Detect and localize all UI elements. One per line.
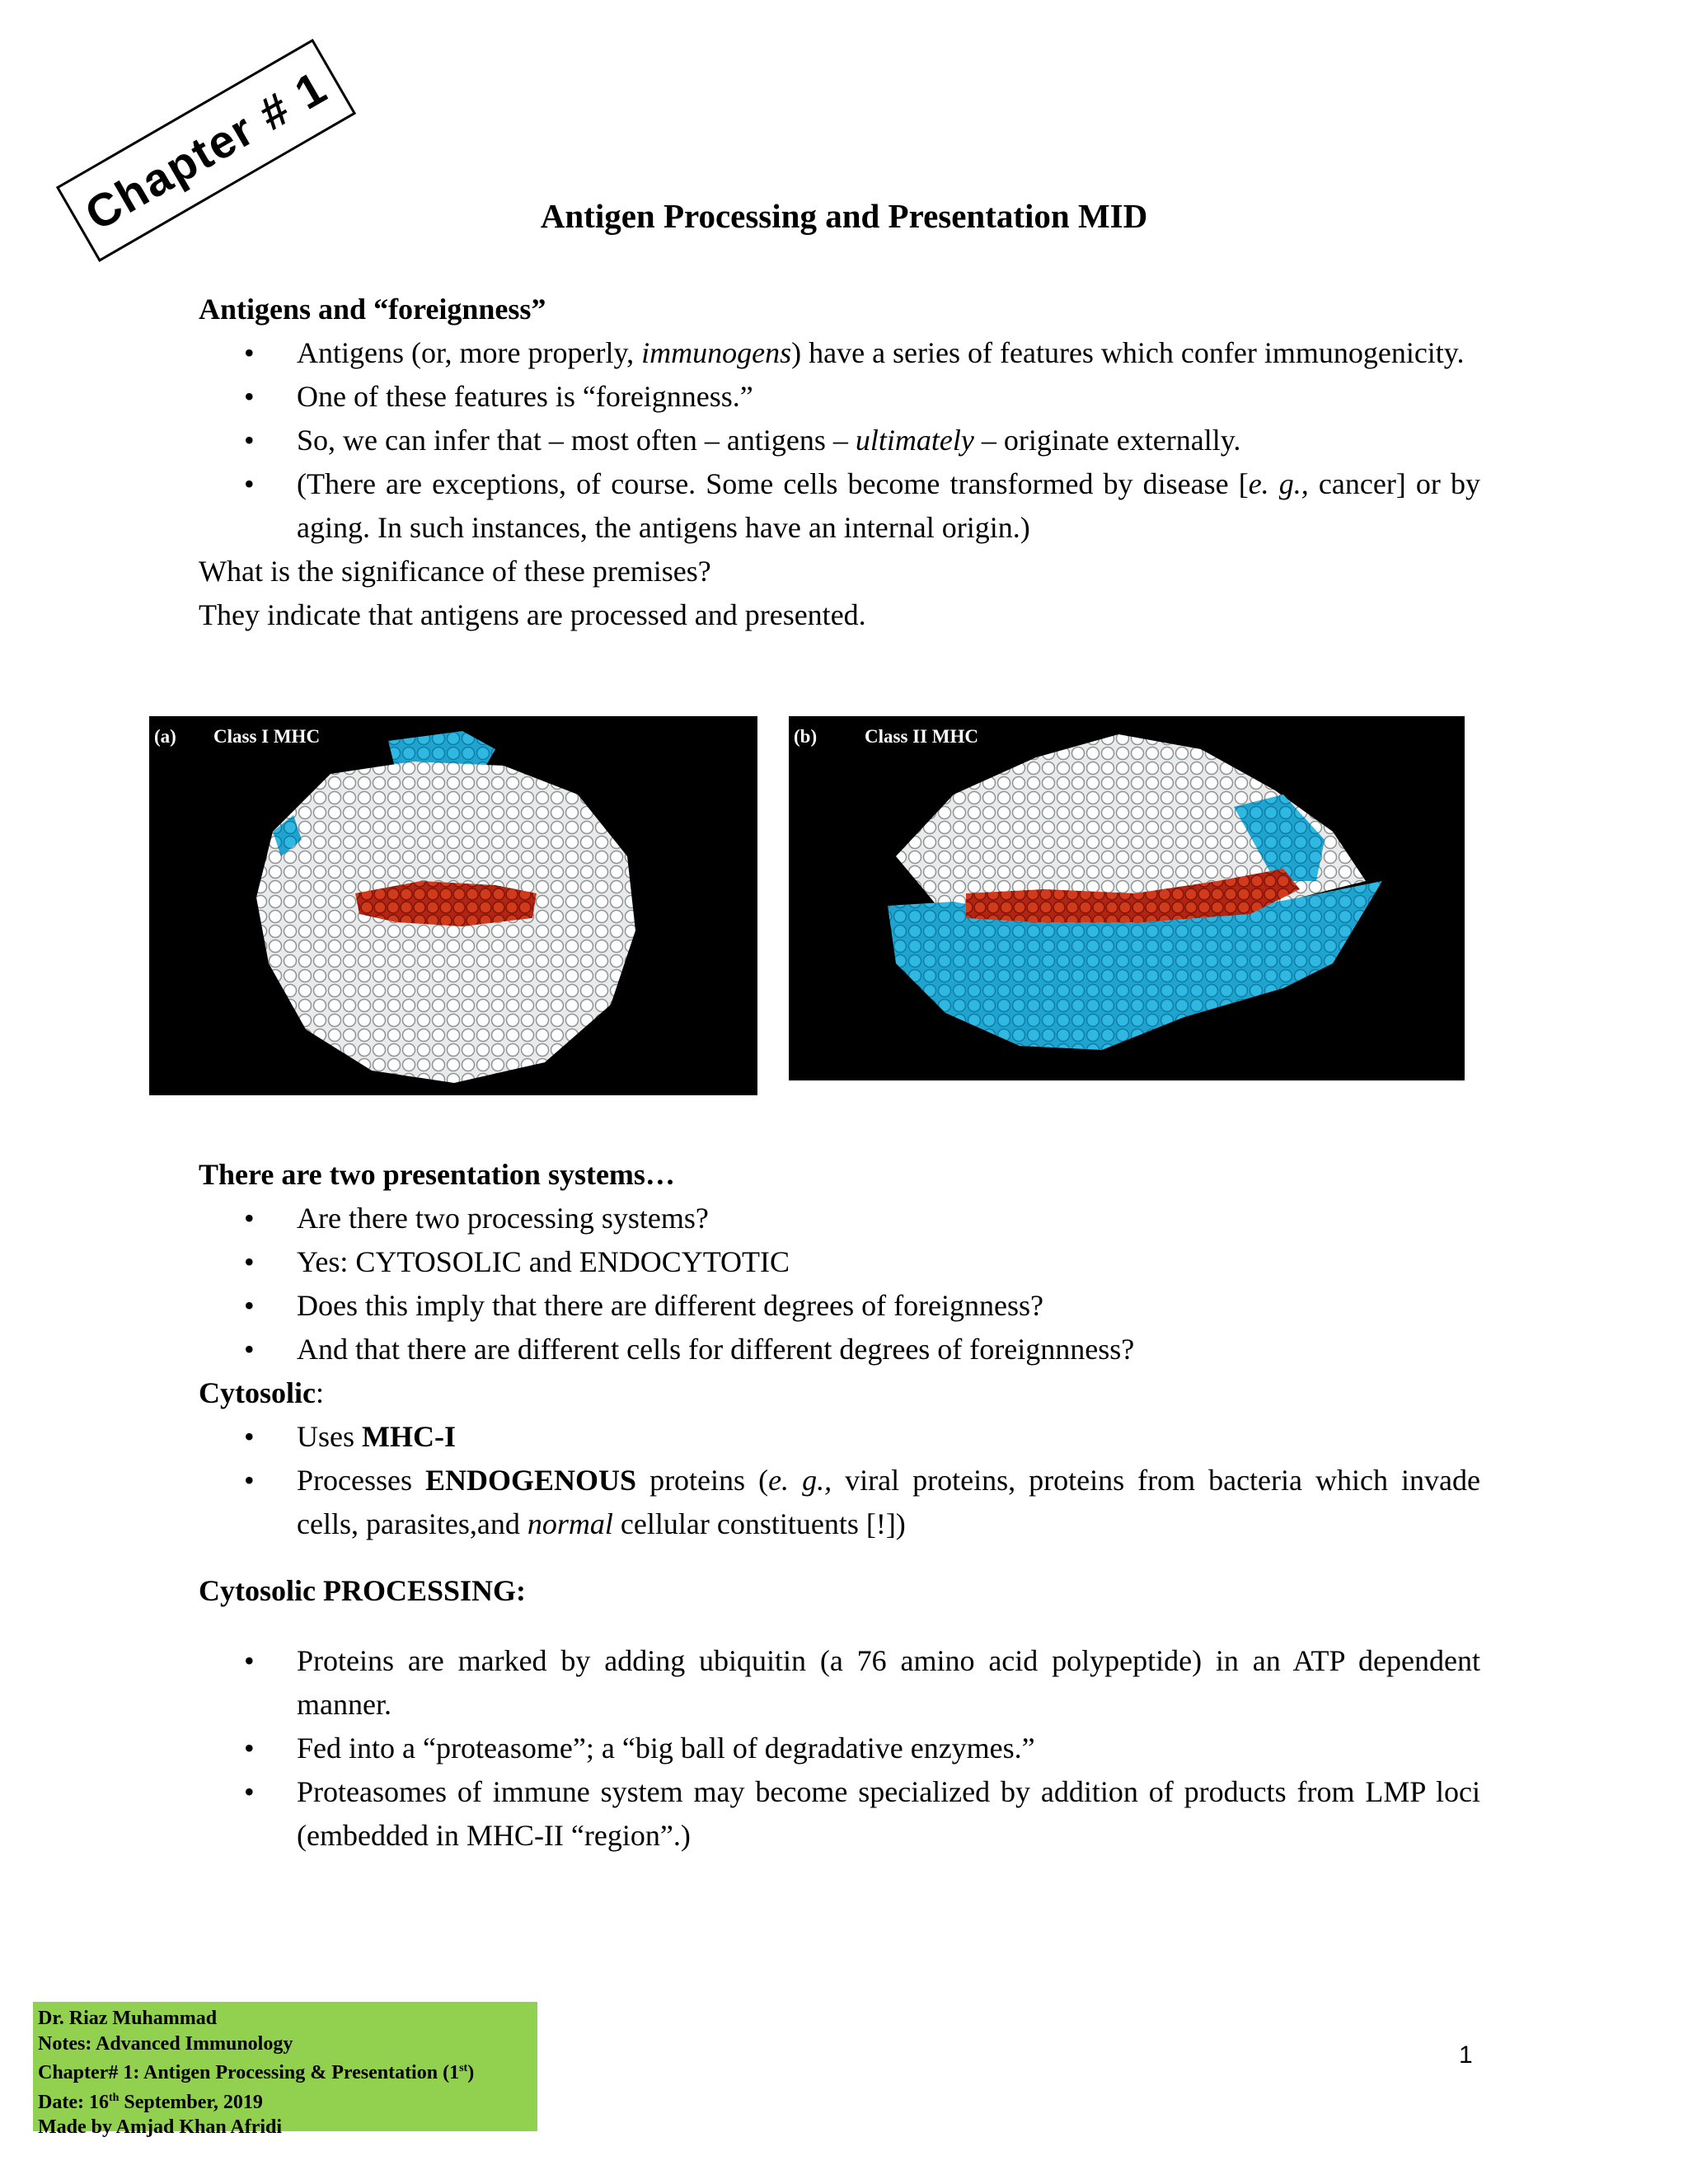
text-run: Proteins are marked by adding ubiquitin (a 76 amino acid polypeptide) in an ATP dependent manner. bbox=[297, 1644, 1480, 1721]
section-antigens bbox=[199, 288, 1480, 637]
bullet-list bbox=[199, 1197, 1480, 1371]
text-run: Chapter# 1: Antigen Processing & Presentation (1 bbox=[38, 2062, 460, 2083]
footer-line bbox=[38, 2056, 532, 2086]
text-run: So, we can infer that – most often – antigens – bbox=[297, 424, 856, 457]
text-italic: normal bbox=[527, 1507, 613, 1540]
footer-line bbox=[38, 2086, 532, 2116]
list-item bbox=[199, 1415, 1480, 1459]
text-run: Are there two processing systems? bbox=[297, 1202, 709, 1235]
text-run: Fed into a “proteasome”; a “big ball of degradative enzymes.” bbox=[297, 1732, 1035, 1765]
section-heading: There are two presentation systems… bbox=[199, 1158, 675, 1191]
text-run: One of these features is “foreignness.” bbox=[297, 380, 753, 413]
list-item bbox=[199, 1328, 1480, 1371]
list-item bbox=[199, 1459, 1480, 1546]
text-italic: e. g., bbox=[1248, 467, 1309, 500]
text-run: viral proteins, proteins from bacteria which invade cells, parasites,and bbox=[297, 1464, 1480, 1540]
text-run: – originate externally. bbox=[973, 424, 1241, 457]
paragraph: What is the significance of these premises? bbox=[199, 555, 711, 588]
list-item bbox=[199, 1240, 1480, 1284]
text-run: Uses bbox=[297, 1420, 362, 1453]
bullet-list bbox=[199, 1639, 1480, 1858]
class-i-mhc-molecule-image bbox=[149, 716, 757, 1095]
superscript: st bbox=[459, 2062, 468, 2074]
figure-tag: (b) bbox=[794, 726, 818, 747]
text-run: ) bbox=[467, 2062, 475, 2083]
text-run: Date: 16 bbox=[38, 2091, 109, 2113]
bullet-list bbox=[199, 1415, 1480, 1546]
text-run: proteins ( bbox=[636, 1464, 769, 1497]
text-run: Antigens (or, more properly, bbox=[297, 336, 642, 369]
list-item bbox=[199, 1639, 1480, 1727]
section-presentation-systems bbox=[199, 1153, 1480, 1546]
text-italic: immunogens bbox=[641, 336, 792, 369]
text-run: And that there are different cells for different degrees of foreignnness? bbox=[297, 1333, 1135, 1366]
class-ii-mhc-molecule-image bbox=[789, 716, 1465, 1080]
text-italic: e. g., bbox=[768, 1464, 832, 1497]
list-item bbox=[199, 462, 1480, 550]
section-heading: Cytosolic PROCESSING: bbox=[199, 1574, 527, 1607]
text-italic: ultimately bbox=[855, 424, 974, 457]
bullet-list bbox=[199, 331, 1480, 550]
text-run: (There are exceptions, of course. Some cells become transformed by disease [ bbox=[297, 467, 1249, 500]
footer-line: Notes: Advanced Immunology bbox=[38, 2032, 293, 2055]
list-item bbox=[199, 1284, 1480, 1328]
page-title: Antigen Processing and Presentation MID bbox=[540, 197, 1148, 235]
section-heading-cytosolic bbox=[199, 1371, 1480, 1415]
text-run: cancer] or by aging. In such instances, the antigens have an internal origin.) bbox=[297, 467, 1480, 544]
list-item bbox=[199, 375, 1480, 419]
figure-class-i-mhc bbox=[149, 716, 757, 1095]
figure-label: Class I MHC bbox=[213, 726, 321, 747]
superscript: th bbox=[108, 2091, 120, 2104]
text-run: Does this imply that there are different degrees of foreignness? bbox=[297, 1289, 1044, 1322]
list-item bbox=[199, 331, 1480, 375]
paragraph: They indicate that antigens are processed and presented. bbox=[199, 598, 866, 631]
figure-tag: (a) bbox=[154, 726, 176, 747]
list-item bbox=[199, 419, 1480, 462]
text-run: Yes: CYTOSOLIC and ENDOCYTOTIC bbox=[297, 1245, 790, 1278]
section-heading: Antigens and “foreignness” bbox=[199, 293, 546, 326]
list-item bbox=[199, 1770, 1480, 1858]
text-run: September, 2019 bbox=[119, 2091, 263, 2113]
text-run: : bbox=[315, 1376, 324, 1409]
text-run: ) have a series of features which confer immunogenicity. bbox=[791, 336, 1465, 369]
text-bold: MHC-I bbox=[362, 1420, 456, 1453]
figure-class-ii-mhc bbox=[789, 716, 1465, 1080]
chapter-stamp-label: Chapter # 1 bbox=[76, 60, 336, 241]
footer-line: Made by Amjad Khan Afridi bbox=[38, 2116, 283, 2138]
figure-label: Class II MHC bbox=[865, 726, 979, 747]
section-cytosolic-processing bbox=[199, 1569, 1480, 1858]
text-run: cellular constituents [!]) bbox=[612, 1507, 906, 1540]
heading-text: Cytosolic bbox=[199, 1376, 316, 1409]
footer-line: Dr. Riaz Muhammad bbox=[38, 2008, 218, 2029]
list-item bbox=[199, 1197, 1480, 1240]
footer-credits bbox=[33, 2002, 537, 2138]
page-number: 1 bbox=[1459, 2041, 1473, 2069]
text-run: Processes bbox=[297, 1464, 425, 1497]
text-run: Proteasomes of immune system may become specialized by addition of products from LMP loci (embedded in MHC-II “region”.) bbox=[297, 1775, 1480, 1852]
list-item bbox=[199, 1727, 1480, 1770]
text-bold: ENDOGENOUS bbox=[425, 1464, 637, 1497]
